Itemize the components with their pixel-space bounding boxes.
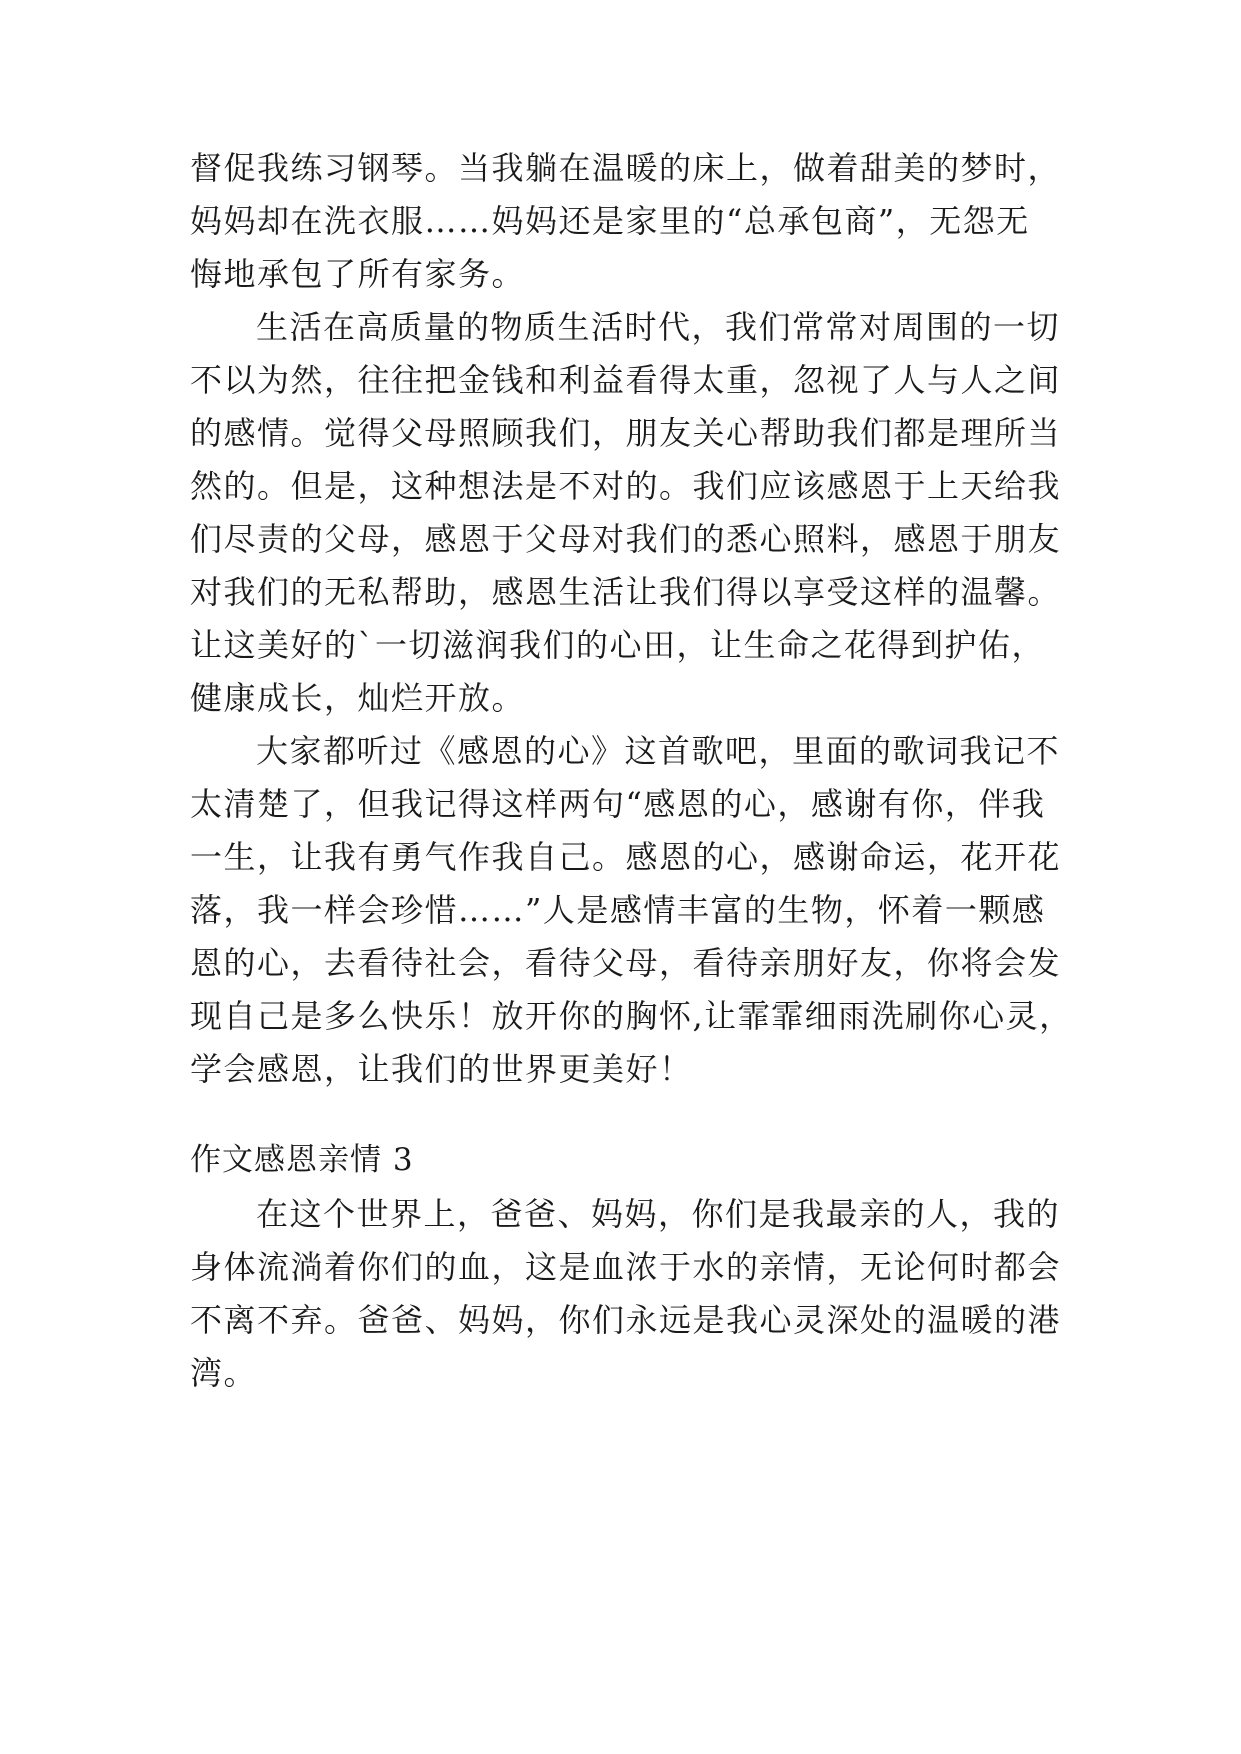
- paragraph-2-line-7: 让这美好的`一切滋润我们的心田，让生命之花得到护佑，: [190, 626, 1046, 664]
- paragraph-4-line-3: 不离不弃。爸爸、妈妈，你们永远是我心灵深处的温暖的港: [190, 1301, 1062, 1339]
- paragraph-3-line-6: 现自己是多么快乐！放开你的胸怀,让霏霏细雨洗刷你心灵，: [190, 997, 1073, 1035]
- paragraph-3-line-2: 太清楚了，但我记得这样两句“感恩的心，感谢有你，伴我: [190, 785, 1046, 823]
- paragraph-2-line-6: 对我们的无私帮助，感恩生活让我们得以享受这样的温馨。: [190, 573, 1062, 611]
- paragraph-2-line-4: 然的。但是，这种想法是不对的。我们应该感恩于上天给我: [190, 467, 1062, 505]
- paragraph-4-line-2: 身体流淌着你们的血，这是血浓于水的亲情，无论何时都会: [190, 1248, 1062, 1286]
- paragraph-4-line-1: 在这个世界上，爸爸、妈妈，你们是我最亲的人，我的: [256, 1195, 1061, 1233]
- paragraph-2-line-8: 健康成长，灿烂开放。: [190, 679, 526, 717]
- paragraph-2-line-3: 的感情。觉得父母照顾我们，朋友关心帮助我们都是理所当: [190, 414, 1062, 452]
- paragraph-3-line-3: 一生，让我有勇气作我自己。感恩的心，感谢命运，花开花: [190, 838, 1062, 876]
- paragraph-3-line-1: 大家都听过《感恩的心》这首歌吧，里面的歌词我记不: [256, 732, 1061, 770]
- paragraph-2-line-2: 不以为然，往往把金钱和利益看得太重，忽视了人与人之间: [190, 361, 1062, 399]
- paragraph-3-line-5: 恩的心，去看待社会，看待父母，看待亲朋好友，你将会发: [190, 944, 1062, 982]
- paragraph-2-line-5: 们尽责的父母，感恩于父母对我们的悉心照料，感恩于朋友: [190, 520, 1062, 558]
- paragraph-3-line-4: 落，我一样会珍惜……”人是感情丰富的生物，怀着一颗感: [190, 891, 1046, 929]
- paragraph-1-line-2: 妈妈却在洗衣服……妈妈还是家里的“总承包商”，无怨无: [190, 202, 1030, 240]
- section-heading: 作文感恩亲情 3: [190, 1142, 414, 1178]
- paragraph-3-line-7: 学会感恩，让我们的世界更美好！: [190, 1050, 693, 1088]
- paragraph-4-line-4: 湾。: [190, 1354, 258, 1392]
- paragraph-1-line-3: 悔地承包了所有家务。: [190, 255, 526, 293]
- paragraph-1-line-1: 督促我练习钢琴。当我躺在温暖的床上，做着甜美的梦时，: [190, 149, 1062, 187]
- paragraph-2-line-1: 生活在高质量的物质生活时代，我们常常对周围的一切: [256, 308, 1061, 346]
